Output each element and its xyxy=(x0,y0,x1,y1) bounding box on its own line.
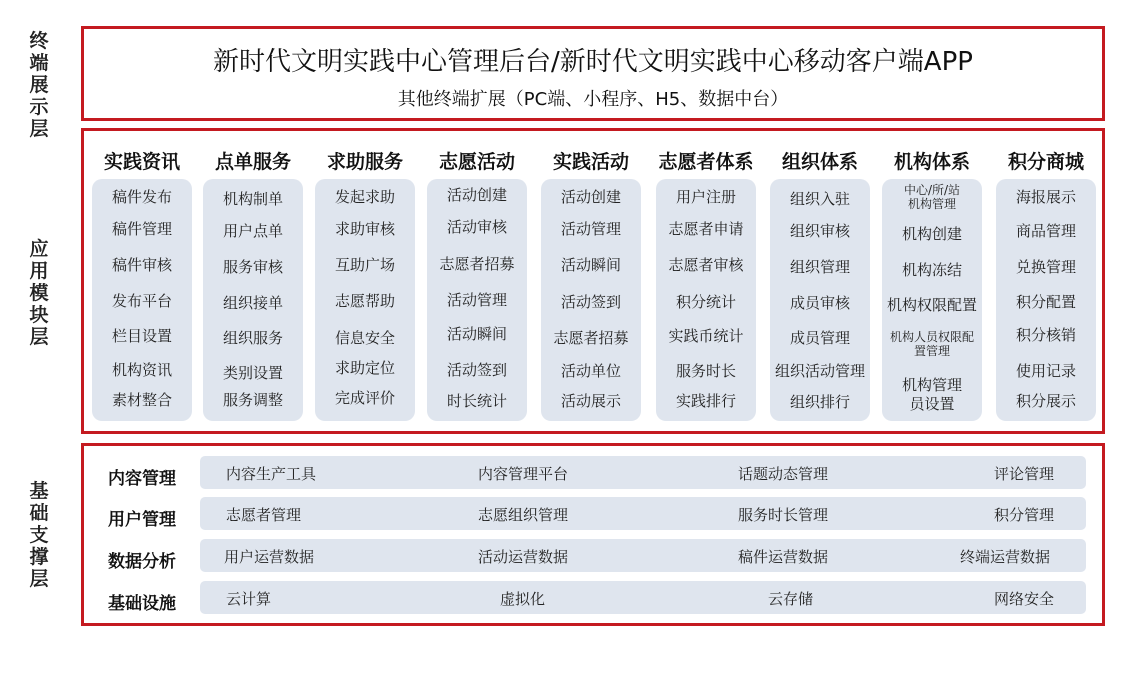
layer-label-foundation: 基础支撑层 xyxy=(29,480,49,590)
module-title: 实践资讯 xyxy=(103,151,180,173)
module-item: 机构人员权限配置管理 xyxy=(889,330,974,358)
module-item: 积分配置 xyxy=(1015,293,1076,311)
module-item: 活动管理 xyxy=(446,291,507,309)
module-panel xyxy=(656,179,756,421)
module-item: 成员审核 xyxy=(789,294,850,312)
module-panel xyxy=(427,179,527,421)
module-panel xyxy=(92,179,192,421)
module-item: 稿件审核 xyxy=(111,256,172,274)
module-item: 完成评价 xyxy=(334,389,395,407)
module-panel xyxy=(882,179,982,421)
row-item: 内容管理平台 xyxy=(478,465,569,483)
row-item: 积分管理 xyxy=(994,506,1055,524)
module-item: 组织服务 xyxy=(222,329,283,347)
module-item: 海报展示 xyxy=(1015,188,1076,206)
module-item: 使用记录 xyxy=(1015,362,1076,380)
row-item: 虚拟化 xyxy=(500,590,546,608)
row-item: 志愿组织管理 xyxy=(478,506,569,524)
module-item: 服务时长 xyxy=(675,362,736,380)
module-item: 活动瞬间 xyxy=(560,256,621,274)
module-item: 时长统计 xyxy=(446,392,507,410)
module-item: 组织排行 xyxy=(789,393,850,411)
module-item: 机构资讯 xyxy=(111,361,172,379)
module-item: 稿件发布 xyxy=(111,188,172,206)
row-label-data-analysis: 数据分析 xyxy=(108,552,176,572)
module-item: 活动创建 xyxy=(446,186,507,204)
row-item: 用户运营数据 xyxy=(224,548,315,566)
row-item: 终端运营数据 xyxy=(960,548,1051,566)
row-item: 评论管理 xyxy=(994,465,1055,483)
module-title: 点单服务 xyxy=(214,151,291,173)
row-item: 服务时长管理 xyxy=(738,506,829,524)
module-item: 发布平台 xyxy=(111,292,172,310)
module-item: 信息安全 xyxy=(334,329,395,347)
display-subtitle: 其他终端扩展（PC端、小程序、H5、数据中台） xyxy=(397,89,789,110)
row-label-user-management: 用户管理 xyxy=(108,510,176,530)
module-item: 组织活动管理 xyxy=(774,362,865,380)
module-title: 志愿活动 xyxy=(438,151,515,173)
module-item: 机构管理员设置 xyxy=(901,376,962,413)
row-item: 志愿者管理 xyxy=(226,506,302,524)
row-bar-infrastructure xyxy=(200,581,1086,614)
module-item: 稿件管理 xyxy=(111,220,172,238)
application-layer-frame xyxy=(81,128,1105,434)
module-title: 机构体系 xyxy=(893,151,970,173)
module-item: 志愿帮助 xyxy=(334,292,395,310)
module-item: 服务调整 xyxy=(222,391,283,409)
module-panel xyxy=(203,179,303,421)
module-item: 用户点单 xyxy=(222,222,283,240)
module-item: 机构创建 xyxy=(901,225,962,243)
row-label-infrastructure: 基础设施 xyxy=(108,594,176,614)
module-item: 商品管理 xyxy=(1015,222,1076,240)
row-bar-data-analysis xyxy=(200,539,1086,572)
row-item: 网络安全 xyxy=(994,590,1055,608)
module-title: 积分商城 xyxy=(1007,151,1084,173)
module-item: 机构权限配置 xyxy=(886,296,977,314)
module-panel xyxy=(996,179,1096,421)
module-item: 机构冻结 xyxy=(901,261,962,279)
module-item: 积分统计 xyxy=(675,293,736,311)
row-item: 话题动态管理 xyxy=(738,465,829,483)
foundation-layer-frame xyxy=(81,443,1105,626)
row-item: 云计算 xyxy=(226,590,272,608)
module-title: 实践活动 xyxy=(552,151,629,173)
module-item: 用户注册 xyxy=(675,188,736,206)
module-item: 栏目设置 xyxy=(111,327,172,345)
module-title: 求助服务 xyxy=(326,151,403,173)
layer-label-application: 应用模块层 xyxy=(29,238,49,348)
module-item: 志愿者招募 xyxy=(553,329,629,347)
module-item: 服务审核 xyxy=(222,258,283,276)
module-title: 组织体系 xyxy=(781,151,858,173)
module-item: 发起求助 xyxy=(334,188,395,206)
module-item: 兑换管理 xyxy=(1015,258,1076,276)
module-item: 活动管理 xyxy=(560,220,621,238)
module-item: 成员管理 xyxy=(789,329,850,347)
module-item: 求助审核 xyxy=(334,220,395,238)
module-item: 活动单位 xyxy=(560,362,621,380)
module-panel xyxy=(770,179,870,421)
row-bar-content-management xyxy=(200,456,1086,489)
module-item: 活动签到 xyxy=(446,361,507,379)
row-item: 内容生产工具 xyxy=(226,465,317,483)
module-panel xyxy=(315,179,415,421)
row-label-content-management: 内容管理 xyxy=(108,469,176,489)
module-item: 活动创建 xyxy=(560,188,621,206)
module-item: 志愿者申请 xyxy=(668,220,744,238)
module-item: 积分展示 xyxy=(1015,392,1076,410)
module-item: 组织接单 xyxy=(222,294,283,312)
module-item: 组织审核 xyxy=(789,222,850,240)
module-item: 组织管理 xyxy=(789,258,850,276)
row-item: 稿件运营数据 xyxy=(738,548,829,566)
module-item: 互助广场 xyxy=(334,256,395,274)
module-item: 志愿者招募 xyxy=(439,255,515,273)
module-panel xyxy=(541,179,641,421)
module-item: 活动瞬间 xyxy=(446,325,507,343)
row-bar-user-management xyxy=(200,497,1086,530)
row-item: 活动运营数据 xyxy=(478,548,569,566)
module-title: 志愿者体系 xyxy=(658,151,754,173)
layer-label-display: 终端展示层 xyxy=(29,30,49,140)
module-item: 实践币统计 xyxy=(668,327,744,345)
module-item: 类别设置 xyxy=(222,364,283,382)
module-item: 中心/所/站机构管理 xyxy=(903,183,961,211)
module-item: 积分核销 xyxy=(1015,326,1076,344)
module-item: 活动审核 xyxy=(446,218,507,236)
module-item: 机构制单 xyxy=(222,190,283,208)
display-title: 新时代文明实践中心管理后台/新时代文明实践中心移动客户端APP xyxy=(213,47,973,77)
module-item: 组织入驻 xyxy=(789,190,850,208)
module-item: 求助定位 xyxy=(334,359,395,377)
module-item: 实践排行 xyxy=(675,392,736,410)
module-item: 活动签到 xyxy=(560,293,621,311)
row-item: 云存储 xyxy=(768,590,814,608)
module-item: 活动展示 xyxy=(560,392,621,410)
module-item: 志愿者审核 xyxy=(668,256,744,274)
module-item: 素材整合 xyxy=(111,391,172,409)
display-layer-frame xyxy=(81,26,1105,121)
